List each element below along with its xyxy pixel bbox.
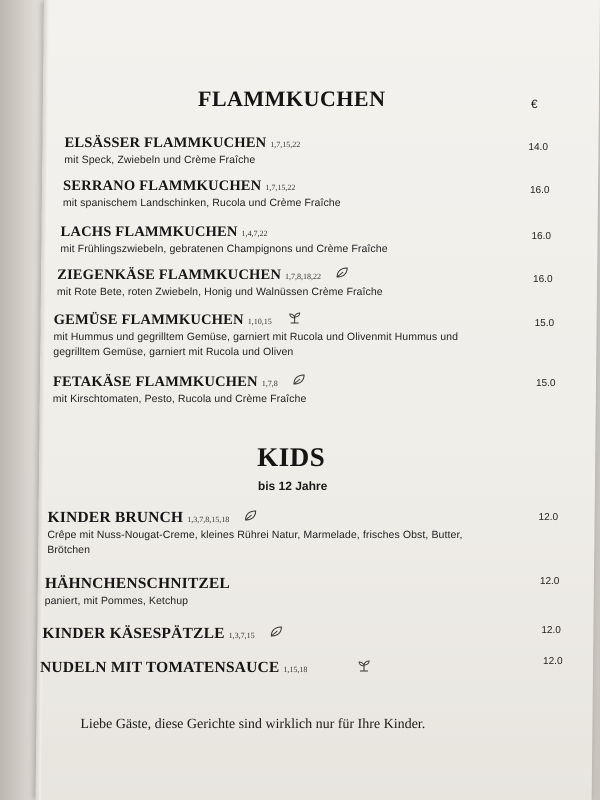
item-name: FETAKÄSE FLAMMKUCHEN [52,374,258,391]
item-price: 14.0 [528,142,548,153]
item-name: LACHS FLAMMKUCHEN [60,224,238,240]
allergen-codes: 1,3,7,15 [228,631,255,641]
allergen-codes: 1,7,15,22 [265,183,296,192]
flammkuchen-title: FLAMMKUCHEN [197,86,386,111]
allergen-codes: 1,7,15,22 [270,140,301,149]
item-description: Crêpe mit Nuss-Nougat-Creme, kleines Rührei Natur, Marmelade, frisches Obst, Butter, Brötchen [47,529,463,557]
leaf-icon [244,509,258,527]
sprout-icon [286,311,302,329]
menu-item [53,311,494,360]
item-description: mit Kirschtomaten, Pesto, Rucola und Crème Fraîche [52,393,307,406]
allergen-codes: 1,7,8,18,22 [284,272,322,282]
item-name: ZIEGENKÄSE FLAMMKUCHEN [57,267,282,284]
item-description: mit Speck, Zwiebeln und Crème Fraîche [64,154,256,166]
item-name: KINDER BRUNCH [47,509,184,527]
item-name: KINDER KÄSESPÄTZLE [42,625,225,643]
sprout-icon [356,659,372,677]
menu-item [57,266,557,300]
allergen-codes: 1,10,15 [247,317,272,327]
currency-symbol: € [530,97,538,111]
item-name: SERRANO FLAMMKUCHEN [62,178,262,194]
menu-item [60,223,560,257]
item-price: 12.0 [541,625,561,636]
item-price: 12.0 [539,576,560,587]
kids-subtitle: bis 12 Jahre [257,479,328,493]
item-name: ELSÄSSER FLAMMKUCHEN [64,135,267,151]
item-name: GEMÜSE FLAMMKUCHEN [53,312,244,329]
menu-item [47,509,498,558]
kids-title: KIDS [257,442,326,472]
item-description: mit spanischem Landschinken, Rucola und Crème Fraîche [62,197,341,209]
leaf-icon [335,266,349,284]
allergen-codes: 1,4,7,22 [241,229,268,238]
item-description: mit Hummus und gegrilltem Gemüse, garniert mit Rucola und Olivenmit Hummus und gegrilltem Gemüse, garniert mit Rucola und Oliven [53,331,459,359]
item-price: 16.0 [531,231,552,242]
item-price: 16.0 [529,185,550,196]
menu-item [45,575,545,609]
menu-page [36,0,600,800]
leaf-icon [269,625,283,643]
item-name: HÄHNCHENSCHNITZEL [44,575,231,592]
leaf-icon [292,373,306,391]
item-description: mit Frühlingszwiebeln, gebratenen Champignons und Crème Fraîche [60,243,388,255]
menu-item [42,625,542,643]
item-price: 15.0 [535,378,556,389]
item-price: 12.0 [538,512,559,523]
allergen-codes: 1,15,18 [283,665,308,675]
menu-item [64,134,564,168]
menu-item [63,177,563,211]
item-price: 15.0 [534,318,555,329]
item-name: NUDELN MIT TOMATENSAUCE [39,659,280,677]
item-price: 16.0 [533,274,553,285]
kids-note: Liebe Gäste, diese Gerichte sind wirklich nur für Ihre Kinder. [80,717,426,732]
item-price: 12.0 [543,656,563,667]
item-description: mit Rote Bete, roten Zwiebeln, Honig und Walnüssen Crème Fraîche [56,286,383,299]
allergen-codes: 1,7,8 [261,379,278,389]
item-description: paniert, mit Pommes, Ketchup [44,595,189,607]
menu-item [40,659,540,677]
menu-item [53,373,553,407]
allergen-codes: 1,3,7,8,15,18 [187,515,230,525]
